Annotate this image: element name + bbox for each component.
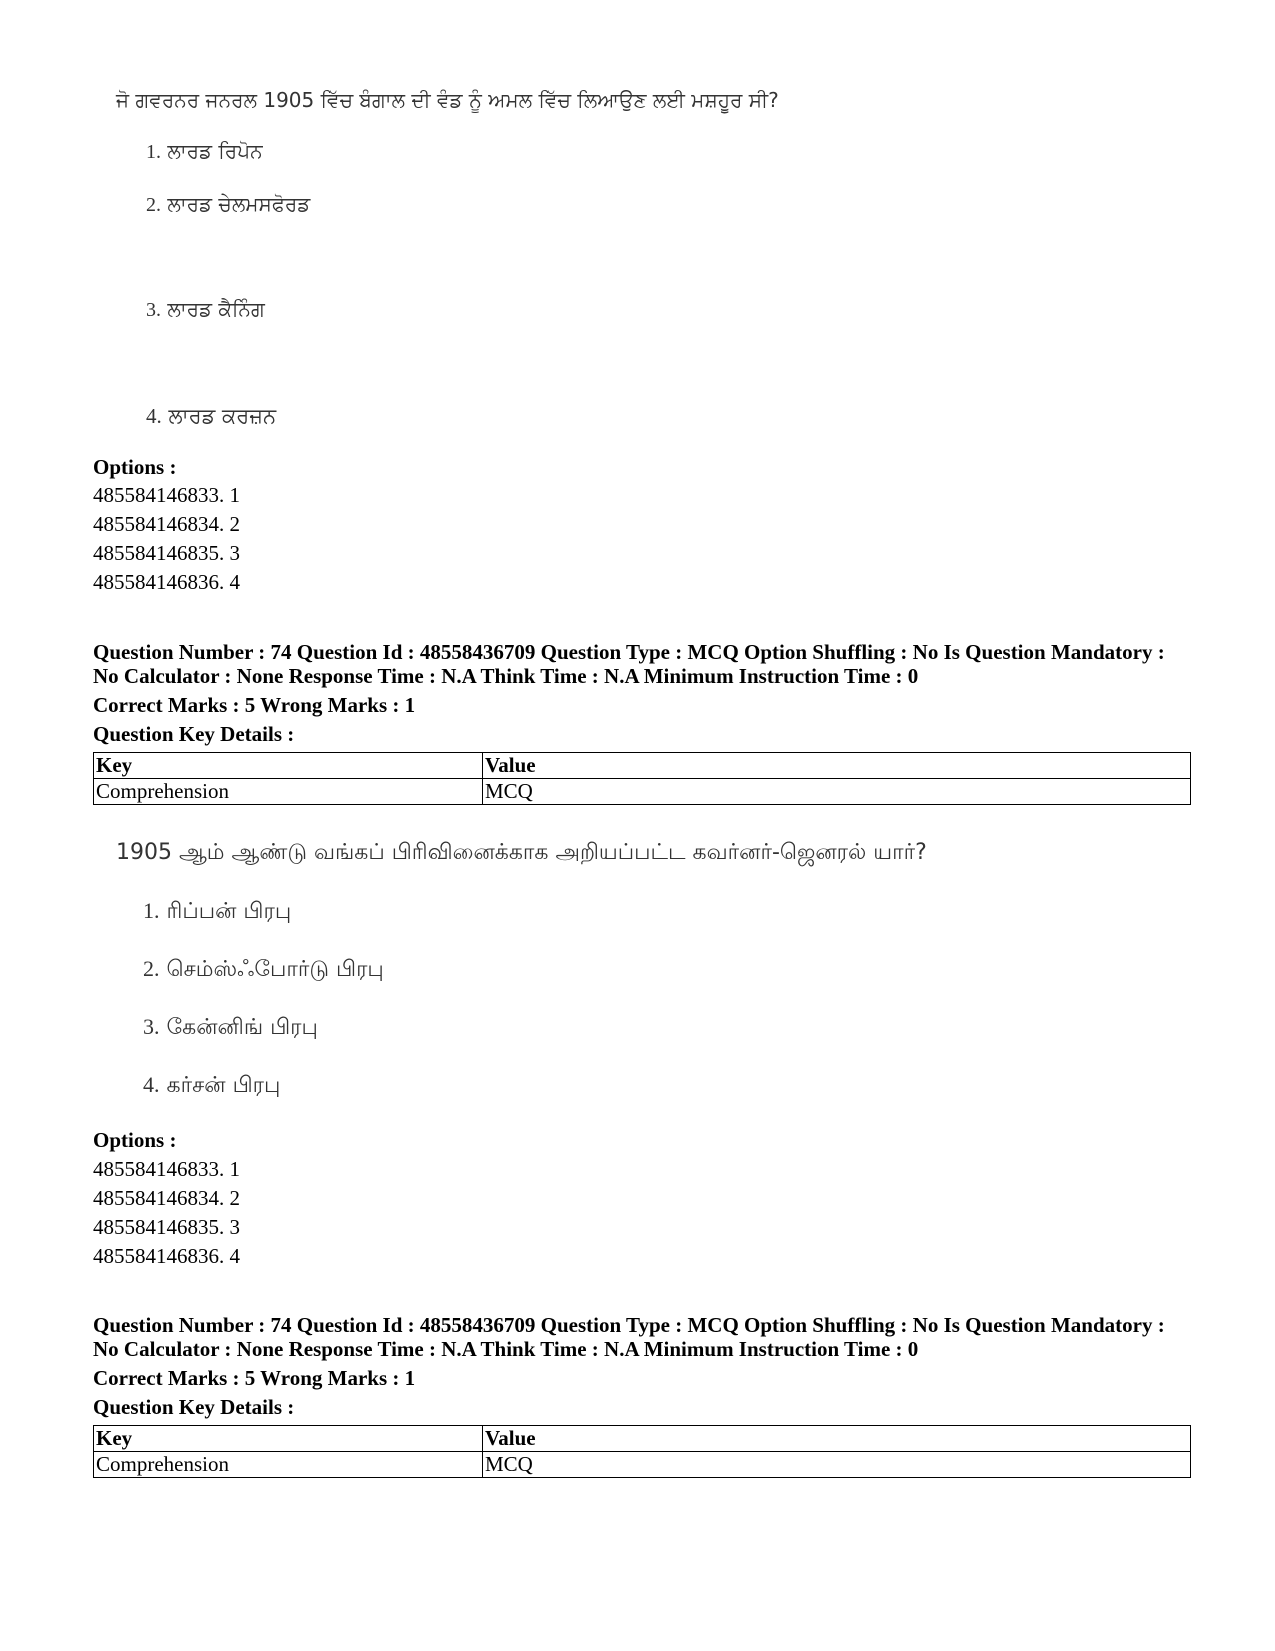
table-cell: MCQ: [483, 1452, 1191, 1478]
option-id-line: 485584146833. 1: [93, 483, 240, 507]
choice-2-punjabi: [146, 192, 310, 217]
option-id-line: 485584146836. 4: [93, 1244, 240, 1268]
key-details-heading: Question Key Details :: [93, 722, 295, 746]
choice-number: 1.: [143, 898, 160, 923]
table-cell: Comprehension: [94, 1452, 483, 1478]
table-cell: MCQ: [483, 779, 1191, 805]
table-header-cell: Value: [483, 1426, 1191, 1452]
choice-number: 2.: [143, 956, 160, 981]
choice-label: ਲਾਰਡ ਰਿਪੋਨ: [167, 139, 263, 163]
table-header-cell: Key: [94, 1426, 483, 1452]
question-key-table: [93, 1425, 1191, 1478]
choice-label: ਲਾਰਡ ਚੇਲਮਸਫੋਰਡ: [167, 192, 311, 216]
choice-label: கர்சன் பிரபு: [166, 1073, 281, 1098]
choice-label: செம்ஸ்ஃபோர்டு பிரபு: [166, 957, 384, 982]
choice-1-punjabi: [146, 139, 263, 164]
choice-label: ਲਾਰਡ ਕਰਜ਼ਨ: [168, 404, 277, 428]
choice-number: 3.: [143, 1014, 160, 1039]
table-cell: Comprehension: [94, 779, 483, 805]
choice-3-tamil: [143, 1014, 318, 1043]
table-header-row: [94, 753, 1191, 779]
choice-label: ரிப்பன் பிரபு: [166, 899, 292, 924]
choice-label: ਲਾਰਡ ਕੈਨਿੰਗ: [167, 297, 265, 321]
choice-2-tamil: [143, 956, 384, 985]
table-header-row: [94, 1426, 1191, 1452]
question-text-tamil: 1905 ஆம் ஆண்டு வங்கப் பிரிவினைக்காக அறியப்பட்ட கவர்னர்-ஜெனரல் யார்?: [116, 840, 927, 865]
table-row: [94, 779, 1191, 805]
option-id-line: 485584146835. 3: [93, 1215, 240, 1239]
key-details-heading: Question Key Details :: [93, 1395, 295, 1419]
table-row: [94, 1452, 1191, 1478]
choice-1-tamil: [143, 898, 291, 927]
choice-4-tamil: [143, 1072, 280, 1101]
choice-number: 1.: [146, 141, 161, 163]
option-id-line: 485584146834. 2: [93, 1186, 240, 1210]
choice-label: கேன்னிங் பிரபு: [166, 1015, 318, 1040]
table-header-cell: Key: [94, 753, 483, 779]
option-id-line: 485584146834. 2: [93, 512, 240, 536]
options-heading: Options :: [93, 455, 177, 479]
question-meta-line: Question Number : 74 Question Id : 48558436709 Question Type : MCQ Option Shuffling : No Is Question Mandatory :: [93, 1313, 1165, 1337]
table-header-cell: Value: [483, 753, 1191, 779]
question-meta-line: No Calculator : None Response Time : N.A Think Time : N.A Minimum Instruction Time : 0: [93, 1337, 919, 1361]
choice-number: 3.: [146, 299, 161, 321]
choice-3-punjabi: [146, 297, 265, 322]
option-id-line: 485584146833. 1: [93, 1157, 240, 1181]
question-meta-line: No Calculator : None Response Time : N.A Think Time : N.A Minimum Instruction Time : 0: [93, 664, 919, 688]
option-id-line: 485584146836. 4: [93, 570, 240, 594]
marks-line: Correct Marks : 5 Wrong Marks : 1: [93, 1366, 416, 1390]
marks-line: Correct Marks : 5 Wrong Marks : 1: [93, 693, 416, 717]
question-key-table: [93, 752, 1191, 805]
choice-4-punjabi: [146, 404, 276, 429]
option-id-line: 485584146835. 3: [93, 541, 240, 565]
choice-number: 2.: [146, 194, 161, 216]
question-text-punjabi: ਜੋ ਗਵਰਨਰ ਜਨਰਲ 1905 ਵਿੱਚ ਬੰਗਾਲ ਦੀ ਵੰਡ ਨੂੰ ਅਮਲ ਵਿੱਚ ਲਿਆਉਣ ਲਈ ਮਸ਼ਹੂਰ ਸੀ?: [116, 88, 779, 112]
choice-number: 4.: [143, 1072, 160, 1097]
question-meta-line: Question Number : 74 Question Id : 48558436709 Question Type : MCQ Option Shuffling : No Is Question Mandatory :: [93, 640, 1165, 664]
choice-number: 4.: [146, 404, 162, 428]
options-heading: Options :: [93, 1128, 177, 1152]
